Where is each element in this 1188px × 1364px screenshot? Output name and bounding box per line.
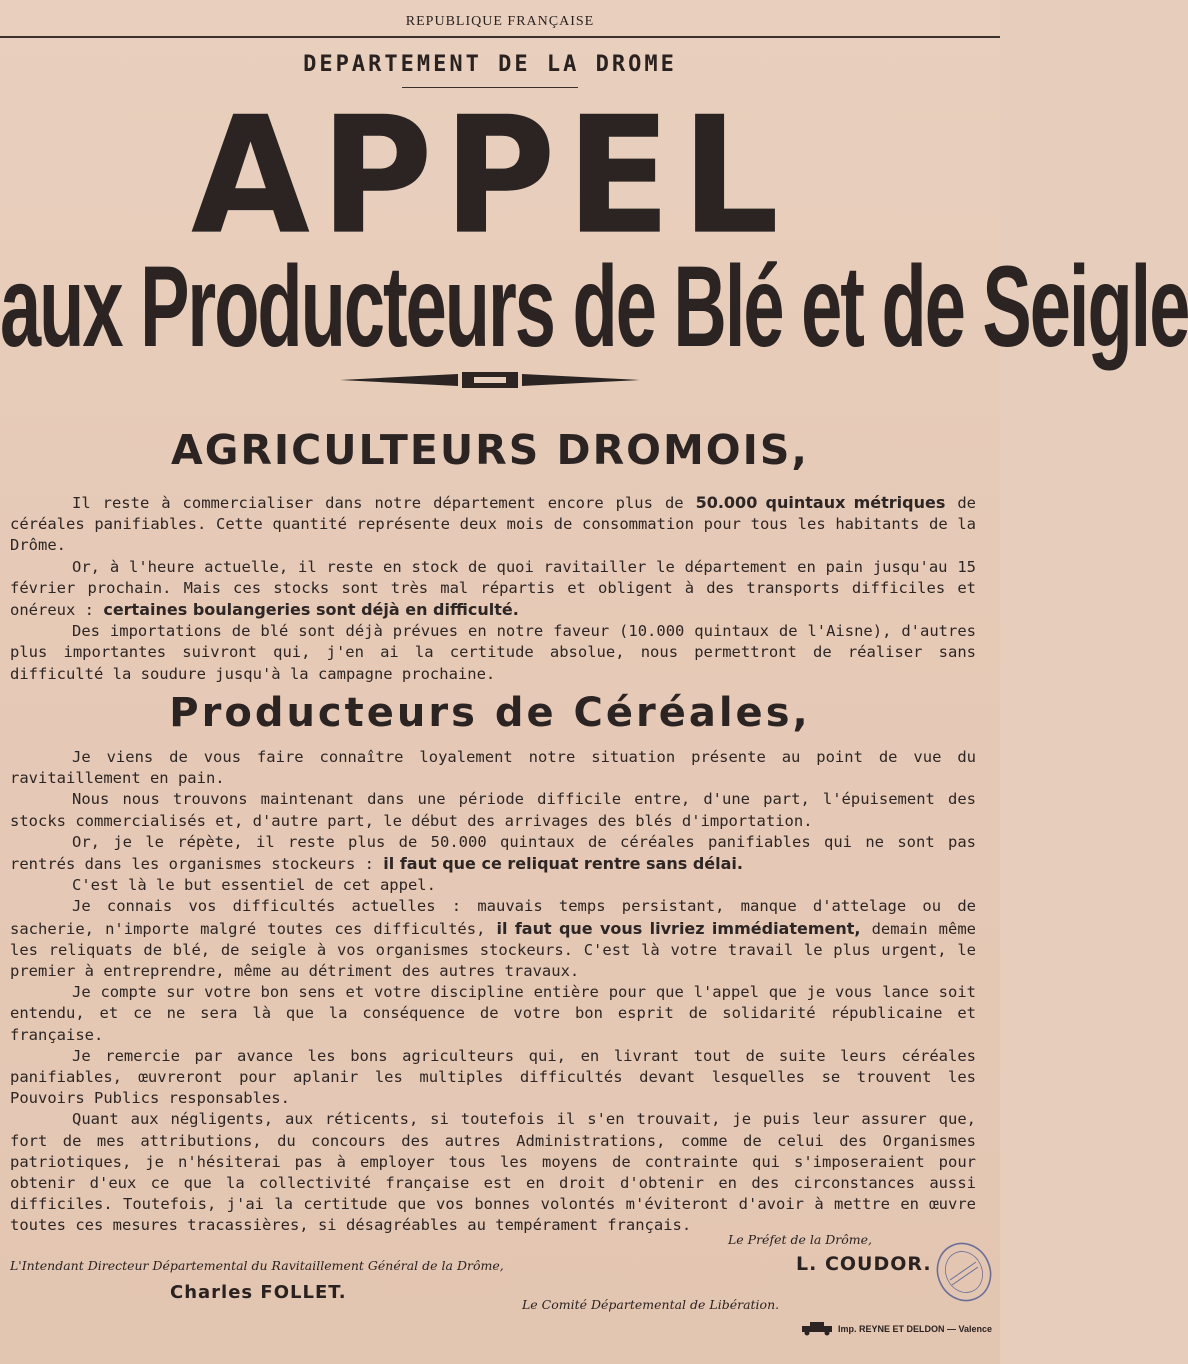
heading-producteurs-cereales: Producteurs de Céréales, xyxy=(169,690,811,736)
intendant-label: L'Intendant Directeur Départemental du Ravitaillement Général de la Drôme, xyxy=(10,1258,504,1273)
bold-text: certaines boulangeries sont déjà en difficulté. xyxy=(103,600,519,620)
republique-header: REPUBLIQUE FRANÇAISE xyxy=(405,14,595,29)
heading-agriculteurs: AGRICULTEURS DROMOIS, xyxy=(170,426,810,474)
official-stamp xyxy=(930,1240,992,1306)
paragraph: Des importations de blé sont déjà prévues en notre faveur (10.000 quintaux de l'Aisne), d'autres plus importantes suivront qui, j'en ai la certitude absolue, nous permettront de réaliser sans difficulté la soudure jusqu'à la campagne prochaine. xyxy=(10,622,976,683)
section2-body xyxy=(10,747,976,1237)
main-title-appel: APPEL xyxy=(190,82,790,271)
text: Or, à l'heure actuelle, il reste en stock de quoi ravitailler le département en pain jusqu'au 15 février prochain. Mais ces stocks sont très mal répartis et obligent à des transports difficiles et onéreux : xyxy=(10,557,976,620)
paragraph: Je compte sur votre bon sens et votre discipline entière pour que l'appel que je vous lance soit entendu, et ce ne sera là que la conséquence de votre bon esprit de solidarité républicaine et française. xyxy=(10,983,976,1044)
printer-credit: Imp. REYNE ET DELDON — Valence xyxy=(838,1324,993,1334)
paragraph xyxy=(10,492,976,557)
bold-text: il faut que vous livriez immédiatement, xyxy=(496,918,861,938)
bold-text: 50.000 quintaux métriques xyxy=(695,493,946,512)
text: demain même les reliquats de blé, de seigle à vos organismes stockeurs. C'est là votre travail le plus urgent, le premier à entreprendre, même au détriment des autres travaux. xyxy=(10,919,976,981)
prefet-name: L. COUDOR. xyxy=(796,1253,932,1275)
subtitle-producteurs: aux Producteurs de Blé et de Seigle xyxy=(0,242,1188,371)
bold-text: il faut que ce reliquat rentre sans délai. xyxy=(383,854,743,874)
paragraph: Je remercie par avance les bons agriculteurs qui, en livrant tout de suite leurs céréales panifiables, œuvreront pour aplanir les multiples difficultés devant lesquelles se trouvent les Pouvoirs Publics responsables. xyxy=(10,1046,976,1108)
intendant-name: Charles FOLLET. xyxy=(170,1282,347,1303)
prefet-label: Le Préfet de la Drôme, xyxy=(728,1232,873,1247)
paragraph: Nous nous trouvons maintenant dans une période difficile entre, d'une part, l'épuisement des stocks commercialisés et, d'autre part, le début des arrivages des blés d'importation. xyxy=(10,790,976,830)
text: Or, je le répète, il reste plus de 50.000 quintaux de céréales panifiables qui ne sont pas rentrés dans les organismes stockeurs : xyxy=(10,832,976,874)
text: Je connais vos difficultés actuelles : mauvais temps persistant, manque d'attelage ou de sacherie, n'importe malgré toutes ces difficultés, xyxy=(10,897,976,938)
section1-body xyxy=(10,492,976,685)
paragraph: Quant aux négligents, aux réticents, si toutefois il s'en trouvait, je puis leur assurer que, fort de mes attributions, du concours des autres Administrations, comme de celui des Organismes patriotiques, je n'hésiterai pas à employer tous les moyens de contrainte qui s'imposeraient pour obtenir d'eux ce que la collectivité française est en droit d'obtenir en des circonstances aussi difficiles. Toutefois, j'ai la certitude que vos bonnes volontés m'éviteront d'avoir à mettre en œuvre toutes ces mesures tracassières, si désagréables au tempérament français. xyxy=(10,1110,976,1235)
paragraph: C'est là le but essentiel de cet appel. xyxy=(72,876,436,895)
paragraph xyxy=(10,832,976,875)
text: Il reste à commercialiser dans notre département encore plus de xyxy=(72,494,696,512)
ornament-divider xyxy=(340,368,640,392)
printer-press-icon xyxy=(800,1320,834,1336)
paragraph xyxy=(10,557,976,622)
text: de céréales panifiables. Cette quantité représente deux mois de consommation pour tous les habitants de la Drôme. xyxy=(10,494,977,555)
paragraph xyxy=(10,896,976,982)
top-rule xyxy=(0,36,1000,38)
paragraph: Je viens de vous faire connaître loyalement notre situation présente au point de vue du ravitaillement en pain. xyxy=(10,748,976,788)
departement-title: DEPARTEMENT DE LA DROME xyxy=(303,52,677,77)
comite-label: Le Comité Départemental de Libération. xyxy=(522,1297,780,1312)
